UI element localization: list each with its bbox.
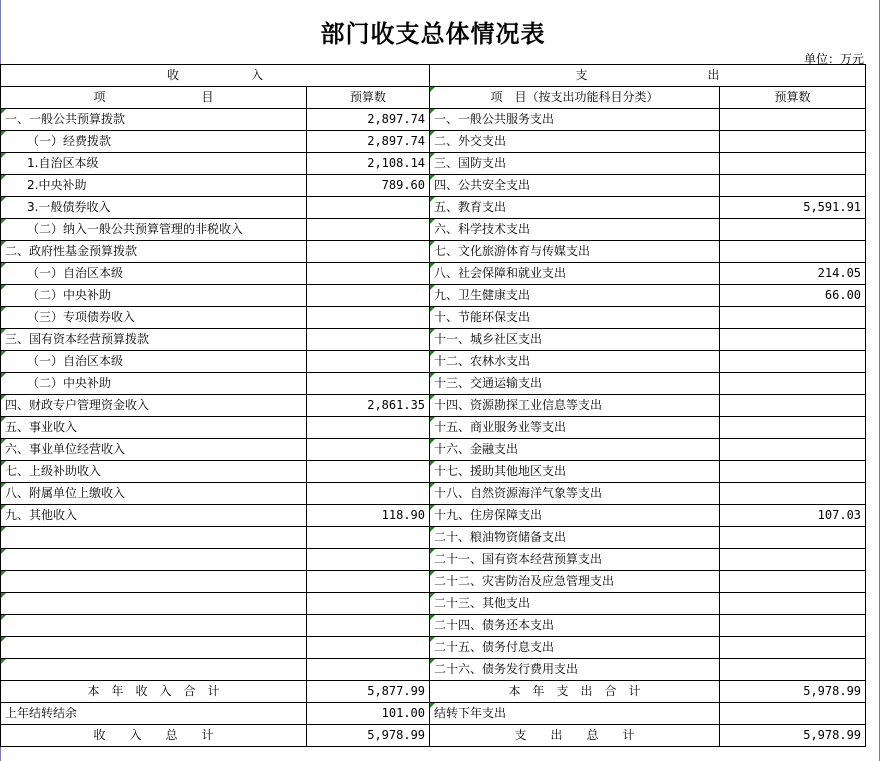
expense-value-cell[interactable]: 66.00 xyxy=(720,285,866,307)
expense-value-cell[interactable] xyxy=(720,417,866,439)
income-item-cell[interactable]: 四、财政专户管理资金收入 xyxy=(1,395,307,417)
expense-value-cell[interactable] xyxy=(720,153,866,175)
income-item-cell[interactable]: 六、事业单位经营收入 xyxy=(1,439,307,461)
income-value-cell[interactable] xyxy=(307,461,430,483)
income-value-cell[interactable] xyxy=(307,307,430,329)
expense-header[interactable]: 支 出 xyxy=(430,65,866,87)
page-title: 部门收支总体情况表 xyxy=(320,19,546,48)
grand-total-row xyxy=(1,725,866,747)
table-row xyxy=(1,615,866,637)
income-value-cell[interactable] xyxy=(307,285,430,307)
income-item-cell[interactable] xyxy=(1,571,307,593)
expense-item-cell[interactable]: 八、社会保障和就业支出 xyxy=(430,263,720,285)
income-item-cell[interactable]: （一）自治区本级 xyxy=(1,351,307,373)
income-value-cell[interactable]: 2,108.14 xyxy=(307,153,430,175)
income-value-cell[interactable] xyxy=(307,439,430,461)
income-value-cell[interactable] xyxy=(307,373,430,395)
income-item-cell[interactable] xyxy=(1,549,307,571)
table-row xyxy=(1,197,866,219)
header-row-columns xyxy=(1,87,866,109)
expense-item-cell[interactable]: 十五、商业服务业等支出 xyxy=(430,417,720,439)
expense-value-cell[interactable] xyxy=(720,593,866,615)
expense-value-cell[interactable] xyxy=(720,615,866,637)
income-item-cell[interactable]: （一）自治区本级 xyxy=(1,263,307,285)
income-item-cell[interactable]: 七、上级补助收入 xyxy=(1,461,307,483)
expense-item-cell[interactable]: 十七、援助其他地区支出 xyxy=(430,461,720,483)
expense-value-cell[interactable] xyxy=(720,549,866,571)
table-row xyxy=(1,417,866,439)
expense-value-cell[interactable] xyxy=(720,131,866,153)
income-item-cell[interactable]: 八、附属单位上缴收入 xyxy=(1,483,307,505)
expense-value-cell[interactable] xyxy=(720,241,866,263)
income-value-cell[interactable]: 789.60 xyxy=(307,175,430,197)
expense-item-cell[interactable]: 六、科学技术支出 xyxy=(430,219,720,241)
carry-out-label[interactable]: 结转下年支出 xyxy=(430,703,720,725)
income-header[interactable]: 收 入 xyxy=(1,65,430,87)
expense-item-header[interactable]: 项 目（按支出功能科目分类） xyxy=(430,87,720,109)
income-value-cell[interactable] xyxy=(307,483,430,505)
expense-item-cell[interactable]: 十二、农林水支出 xyxy=(430,351,720,373)
income-value-cell[interactable] xyxy=(307,219,430,241)
table-row xyxy=(1,395,866,417)
expense-value-cell[interactable] xyxy=(720,329,866,351)
income-item-cell[interactable] xyxy=(1,593,307,615)
table-row xyxy=(1,351,866,373)
income-value-cell[interactable]: 118.90 xyxy=(307,505,430,527)
table-row xyxy=(1,153,866,175)
unit-label: 单位：万元 xyxy=(803,52,864,66)
carry-over-row xyxy=(1,703,866,725)
carry-out-value[interactable] xyxy=(720,703,866,725)
expense-item-cell[interactable]: 三、国防支出 xyxy=(430,153,720,175)
table-row xyxy=(1,637,866,659)
income-item-cell[interactable] xyxy=(1,615,307,637)
expense-value-cell[interactable] xyxy=(720,571,866,593)
income-value-cell[interactable] xyxy=(307,615,430,637)
year-total-row xyxy=(1,681,866,703)
table-row xyxy=(1,593,866,615)
expense-value-cell[interactable] xyxy=(720,461,866,483)
income-value-cell[interactable] xyxy=(307,417,430,439)
expense-value-cell[interactable] xyxy=(720,439,866,461)
expense-item-cell[interactable]: 二十一、国有资本经营预算支出 xyxy=(430,549,720,571)
table-row xyxy=(1,263,866,285)
income-budget-header[interactable]: 预算数 xyxy=(307,87,430,109)
year-income-label[interactable]: 本 年 收 入 合 计 xyxy=(1,681,307,703)
income-value-cell[interactable] xyxy=(307,549,430,571)
table-row xyxy=(1,461,866,483)
expense-value-cell[interactable] xyxy=(720,307,866,329)
expense-total-value[interactable]: 5,978.99 xyxy=(720,725,866,747)
table-row xyxy=(1,219,866,241)
table-row xyxy=(1,373,866,395)
budget-table xyxy=(0,64,866,747)
carry-in-value[interactable]: 101.00 xyxy=(307,703,430,725)
income-item-header[interactable]: 项 目 xyxy=(1,87,307,109)
income-total-value[interactable]: 5,978.99 xyxy=(307,725,430,747)
expense-budget-header[interactable]: 预算数 xyxy=(720,87,866,109)
income-item-cell[interactable]: 2.中央补助 xyxy=(1,175,307,197)
expense-item-cell[interactable]: 十六、金融支出 xyxy=(430,439,720,461)
expense-item-cell[interactable]: 二十四、债务还本支出 xyxy=(430,615,720,637)
expense-item-cell[interactable]: 二、外交支出 xyxy=(430,131,720,153)
table-row xyxy=(1,241,866,263)
table-row xyxy=(1,483,866,505)
expense-item-cell[interactable]: 四、公共安全支出 xyxy=(430,175,720,197)
table-row xyxy=(1,109,866,131)
expense-item-cell[interactable]: 一、一般公共服务支出 xyxy=(430,109,720,131)
year-expense-label[interactable]: 本 年 支 出 合 计 xyxy=(430,681,720,703)
header-row-group xyxy=(1,65,866,87)
expense-total-label[interactable]: 支 出 总 计 xyxy=(430,725,720,747)
income-value-cell[interactable] xyxy=(307,659,430,681)
income-value-cell[interactable]: 2,861.35 xyxy=(307,395,430,417)
expense-item-cell[interactable]: 十三、交通运输支出 xyxy=(430,373,720,395)
income-value-cell[interactable]: 2,897.74 xyxy=(307,131,430,153)
income-item-cell[interactable]: 五、事业收入 xyxy=(1,417,307,439)
income-item-cell[interactable]: 三、国有资本经营预算拨款 xyxy=(1,329,307,351)
income-value-cell[interactable] xyxy=(307,527,430,549)
table-row xyxy=(1,329,866,351)
income-value-cell[interactable] xyxy=(307,637,430,659)
expense-value-cell[interactable]: 214.05 xyxy=(720,263,866,285)
expense-value-cell[interactable] xyxy=(720,527,866,549)
table-row xyxy=(1,285,866,307)
expense-item-cell[interactable]: 十九、住房保障支出 xyxy=(430,505,720,527)
expense-item-cell[interactable]: 二十、粮油物资储备支出 xyxy=(430,527,720,549)
expense-item-cell[interactable]: 二十五、债务付息支出 xyxy=(430,637,720,659)
expense-value-cell[interactable] xyxy=(720,175,866,197)
income-value-cell[interactable]: 2,897.74 xyxy=(307,109,430,131)
income-value-cell[interactable] xyxy=(307,351,430,373)
expense-item-cell[interactable]: 九、卫生健康支出 xyxy=(430,285,720,307)
income-item-cell[interactable]: （一）经费拨款 xyxy=(1,131,307,153)
table-row xyxy=(1,131,866,153)
table-row xyxy=(1,549,866,571)
expense-item-cell[interactable]: 二十六、债务发行费用支出 xyxy=(430,659,720,681)
income-item-cell[interactable]: 一、一般公共预算拨款 xyxy=(1,109,307,131)
expense-item-cell[interactable]: 十、节能环保支出 xyxy=(430,307,720,329)
expense-value-cell[interactable] xyxy=(720,637,866,659)
expense-value-cell[interactable] xyxy=(720,483,866,505)
expense-item-cell[interactable]: 五、教育支出 xyxy=(430,197,720,219)
carry-in-label[interactable]: 上年结转结余 xyxy=(1,703,307,725)
income-value-cell[interactable] xyxy=(307,197,430,219)
income-value-cell[interactable] xyxy=(307,241,430,263)
income-value-cell[interactable] xyxy=(307,329,430,351)
income-item-cell[interactable]: （三）专项债券收入 xyxy=(1,307,307,329)
table-row xyxy=(1,505,866,527)
table-row xyxy=(1,439,866,461)
expense-value-cell[interactable]: 5,591.91 xyxy=(720,197,866,219)
expense-item-cell[interactable]: 二十三、其他支出 xyxy=(430,593,720,615)
income-item-cell[interactable]: 1.自治区本级 xyxy=(1,153,307,175)
expense-value-cell[interactable]: 107.03 xyxy=(720,505,866,527)
income-item-cell[interactable] xyxy=(1,637,307,659)
income-item-cell[interactable]: 二、政府性基金预算拨款 xyxy=(1,241,307,263)
table-row xyxy=(1,527,866,549)
expense-item-cell[interactable]: 二十二、灾害防治及应急管理支出 xyxy=(430,571,720,593)
income-value-cell[interactable] xyxy=(307,571,430,593)
income-item-cell[interactable]: 九、其他收入 xyxy=(1,505,307,527)
income-item-cell[interactable]: （二）中央补助 xyxy=(1,373,307,395)
expense-value-cell[interactable] xyxy=(720,219,866,241)
table-row xyxy=(1,571,866,593)
expense-item-cell[interactable]: 十一、城乡社区支出 xyxy=(430,329,720,351)
expense-item-cell[interactable]: 十八、自然资源海洋气象等支出 xyxy=(430,483,720,505)
table-row xyxy=(1,175,866,197)
income-total-label[interactable]: 收 入 总 计 xyxy=(1,725,307,747)
table-row xyxy=(1,307,866,329)
income-value-cell[interactable] xyxy=(307,593,430,615)
expense-value-cell[interactable] xyxy=(720,373,866,395)
year-expense-value[interactable]: 5,978.99 xyxy=(720,681,866,703)
income-item-cell[interactable] xyxy=(1,659,307,681)
expense-value-cell[interactable] xyxy=(720,109,866,131)
expense-value-cell[interactable] xyxy=(720,659,866,681)
expense-item-cell[interactable]: 七、文化旅游体育与传媒支出 xyxy=(430,241,720,263)
income-item-cell[interactable]: 3.一般债券收入 xyxy=(1,197,307,219)
income-item-cell[interactable]: （二）纳入一般公共预算管理的非税收入 xyxy=(1,219,307,241)
table-row xyxy=(1,659,866,681)
income-item-cell[interactable] xyxy=(1,527,307,549)
income-item-cell[interactable]: （二）中央补助 xyxy=(1,285,307,307)
income-value-cell[interactable] xyxy=(307,263,430,285)
year-income-value[interactable]: 5,877.99 xyxy=(307,681,430,703)
expense-value-cell[interactable] xyxy=(720,395,866,417)
expense-value-cell[interactable] xyxy=(720,351,866,373)
expense-item-cell[interactable]: 十四、资源勘探工业信息等支出 xyxy=(430,395,720,417)
